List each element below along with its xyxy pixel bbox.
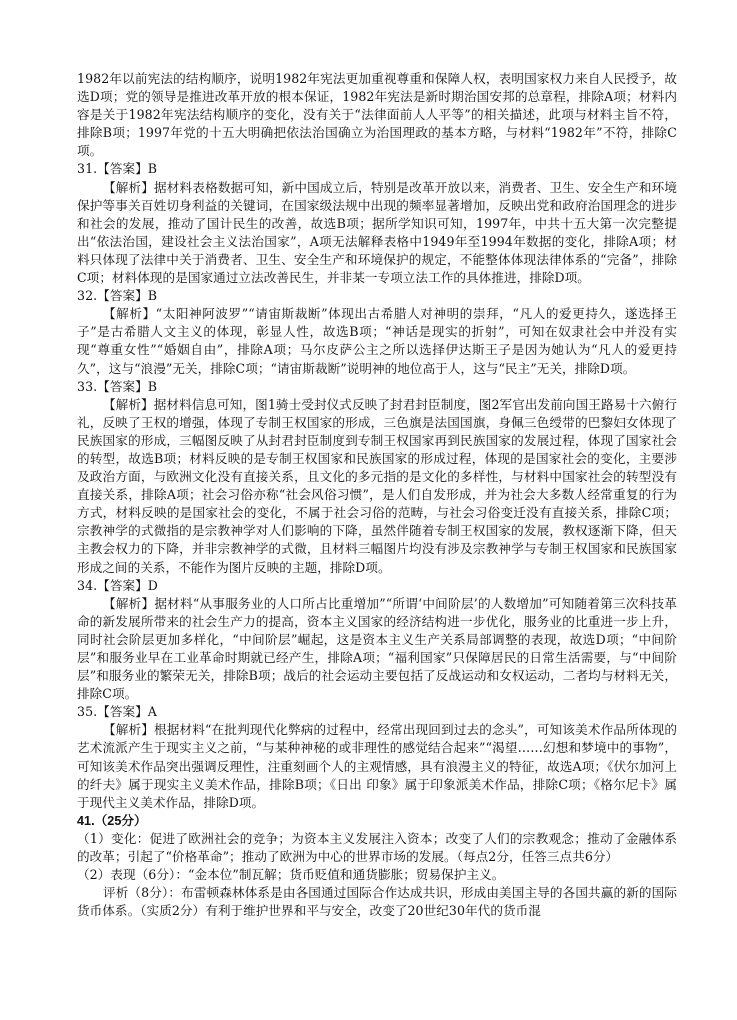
question-41-part1: （1）变化：促进了欧洲社会的竞争；为资本主义发展注入资本；改变了人们的宗教观念；推动了金融体系的改革；引起了“价格革命”；推动了欧洲为中心的世界市场的发展。（每点2分，任答三点共6分） [77, 830, 677, 865]
analysis-31: 【解析】据材料表格数据可知，新中国成立后，特别是改革开放以来，消费者、卫生、安全生产和环境保护等事关百姓切身利益的关键词，在国家级法规中出现的频率显著增加，反映出党和政府治国理念的进步和社会的发展，推动了国计民生的改善，故选B项；据所学知识可知，1997年，中共十五大第一次完整提出“依法治国，建设社会主义法治国家”，A项无法解释表格中1949年至1994年数据的变化，排除A项；材料只体现了法律中关于消费者、卫生、安全生产和环境保护的规定，不能整体体现法律体系的“完备”，排除C项；材料体现的是国家通过立法改善民生，并非某一专项立法工作的具体推进，排除D项。 [77, 179, 677, 286]
answer-35: 35.【答案】A [77, 704, 157, 720]
question-41-part2: （2）表现（6分）：“金本位”制瓦解；货币贬值和通货膨胀；贸易保护主义。 [77, 867, 505, 883]
analysis-35: 【解析】根据材料“在批判现代化弊病的过程中，经常出现回到过去的念头”，可知该美术作品所体现的艺术流派产生于现实主义之前，“与某种神秘的或非理性的感觉结合起来”“渴望……幻想和梦境中的事物”，可知该美术作品突出强调反理性，注重刻画个人的主观情感，具有浪漫主义的特征，故选A项；《伏尔加河上的纤夫》属于现实主义美术作品，排除B项；《日出 印象》属于印象派美术作品，排除C项；《格尔尼卡》属于现代主义美术作品，排除D项。 [77, 722, 677, 810]
analysis-34: 【解析】据材料“从事服务业的人口所占比重增加”“所谓‘中间阶层’的人数增加”可知随着第三次科技革命的新发展所带来的社会生产力的提高，资本主义国家的经济结构进一步优化，服务业的比重进一步上升，同时社会阶层更加多样化，“中间阶层”崛起，这是资本主义生产关系局部调整的表现，故选D项；“中间阶层”和服务业早在工业革命时期就已经产生，排除A项；“福利国家”只保障居民的日常生活需要，与“中间阶层”和服务业的繁荣无关，排除B项；战后的社会运动主要包括了反战运动和女权运动，二者均与材料无关，排除C项。 [77, 595, 677, 702]
answer-31: 31.【答案】B [77, 161, 158, 177]
answer-34: 34.【答案】D [77, 577, 158, 593]
answer-page [77, 70, 677, 920]
answer-33: 33.【答案】B [77, 378, 158, 394]
intro-paragraph: 1982年以前宪法的结构顺序，说明1982年宪法更加重视尊重和保障人权，表明国家权力来自人民授予，故选D项；党的领导是推进改革开放的根本保证，1982年宪法是新时期治国安邦的总章程，排除A项；材料内容是关于1982年宪法结构顺序的变化，没有关于“法律面前人人平等”的相关描述，此项与材料主旨不符，排除B项；1997年党的十五大明确把依法治国确立为治国理政的基本方略，与材料“1982年”不符，排除C项。 [77, 71, 677, 159]
analysis-33: 【解析】据材料信息可知，图1骑士受封仪式反映了封君封臣制度，图2军官出发前向国王路易十六俯行礼，反映了王权的增强，体现了专制王权国家的形成，三色旗是法国国旗，身佩三色绶带的巴黎妇女体现了民族国家的形成，三幅图反映了从封君封臣制度到专制王权国家再到民族国家的发展过程，体现了国家社会的转型，故选B项；材料反映的是专制王权国家和民族国家的形成过程，体现的是国家社会的变化，主要涉及政治方面，与欧洲文化没有直接关系，且文化的多元指的是文化的多样性，与材料中国家社会的转型没有直接关系，排除A项；社会习俗亦称“社会风俗习惯”，是人们自发形成，并为社会大多数人经常重复的行为方式，材料反映的是国家社会的变化，不属于社会习俗的范畴，与社会习俗变迁没有直接关系，排除C项；宗教神学的式微指的是宗教神学对人们影响的下降，虽然伴随着专制王权国家的发展，教权逐渐下降，但天主教会权力的下降，并非宗教神学的式微，且材料三幅图片均没有涉及宗教神学与专制王权国家和民族国家形成之间的关系，不能作为图片反映的主题，排除D项。 [77, 396, 677, 575]
analysis-32: 【解析】“太阳神阿波罗”“请宙斯裁断”体现出古希腊人对神明的崇拜，“凡人的爱更持久，遂选择王子”是古希腊人文主义的体现，彰显人性，故选B项；“神话是现实的折射”，可知在奴隶社会中并没有实现“尊重女性”“婚姻自由”，排除A项；马尔皮萨公主之所以选择伊达斯王子是因为她认为“凡人的爱更持久”，这与“浪漫”无关，排除C项；“请宙斯裁断”说明神的地位高于人，这与“民主”无关，排除D项。 [77, 306, 677, 376]
answer-32: 32.【答案】B [77, 288, 158, 304]
question-41-part3: 评析（8分）：布雷顿森林体系是由各国通过国际合作达成共识，形成由美国主导的各国共赢的新的国际货币体系。（实质2分）有利于维护世界和平与安全，改变了20世纪30年代的货币混 [77, 885, 677, 919]
question-41-heading: 41.（25分） [77, 813, 147, 828]
